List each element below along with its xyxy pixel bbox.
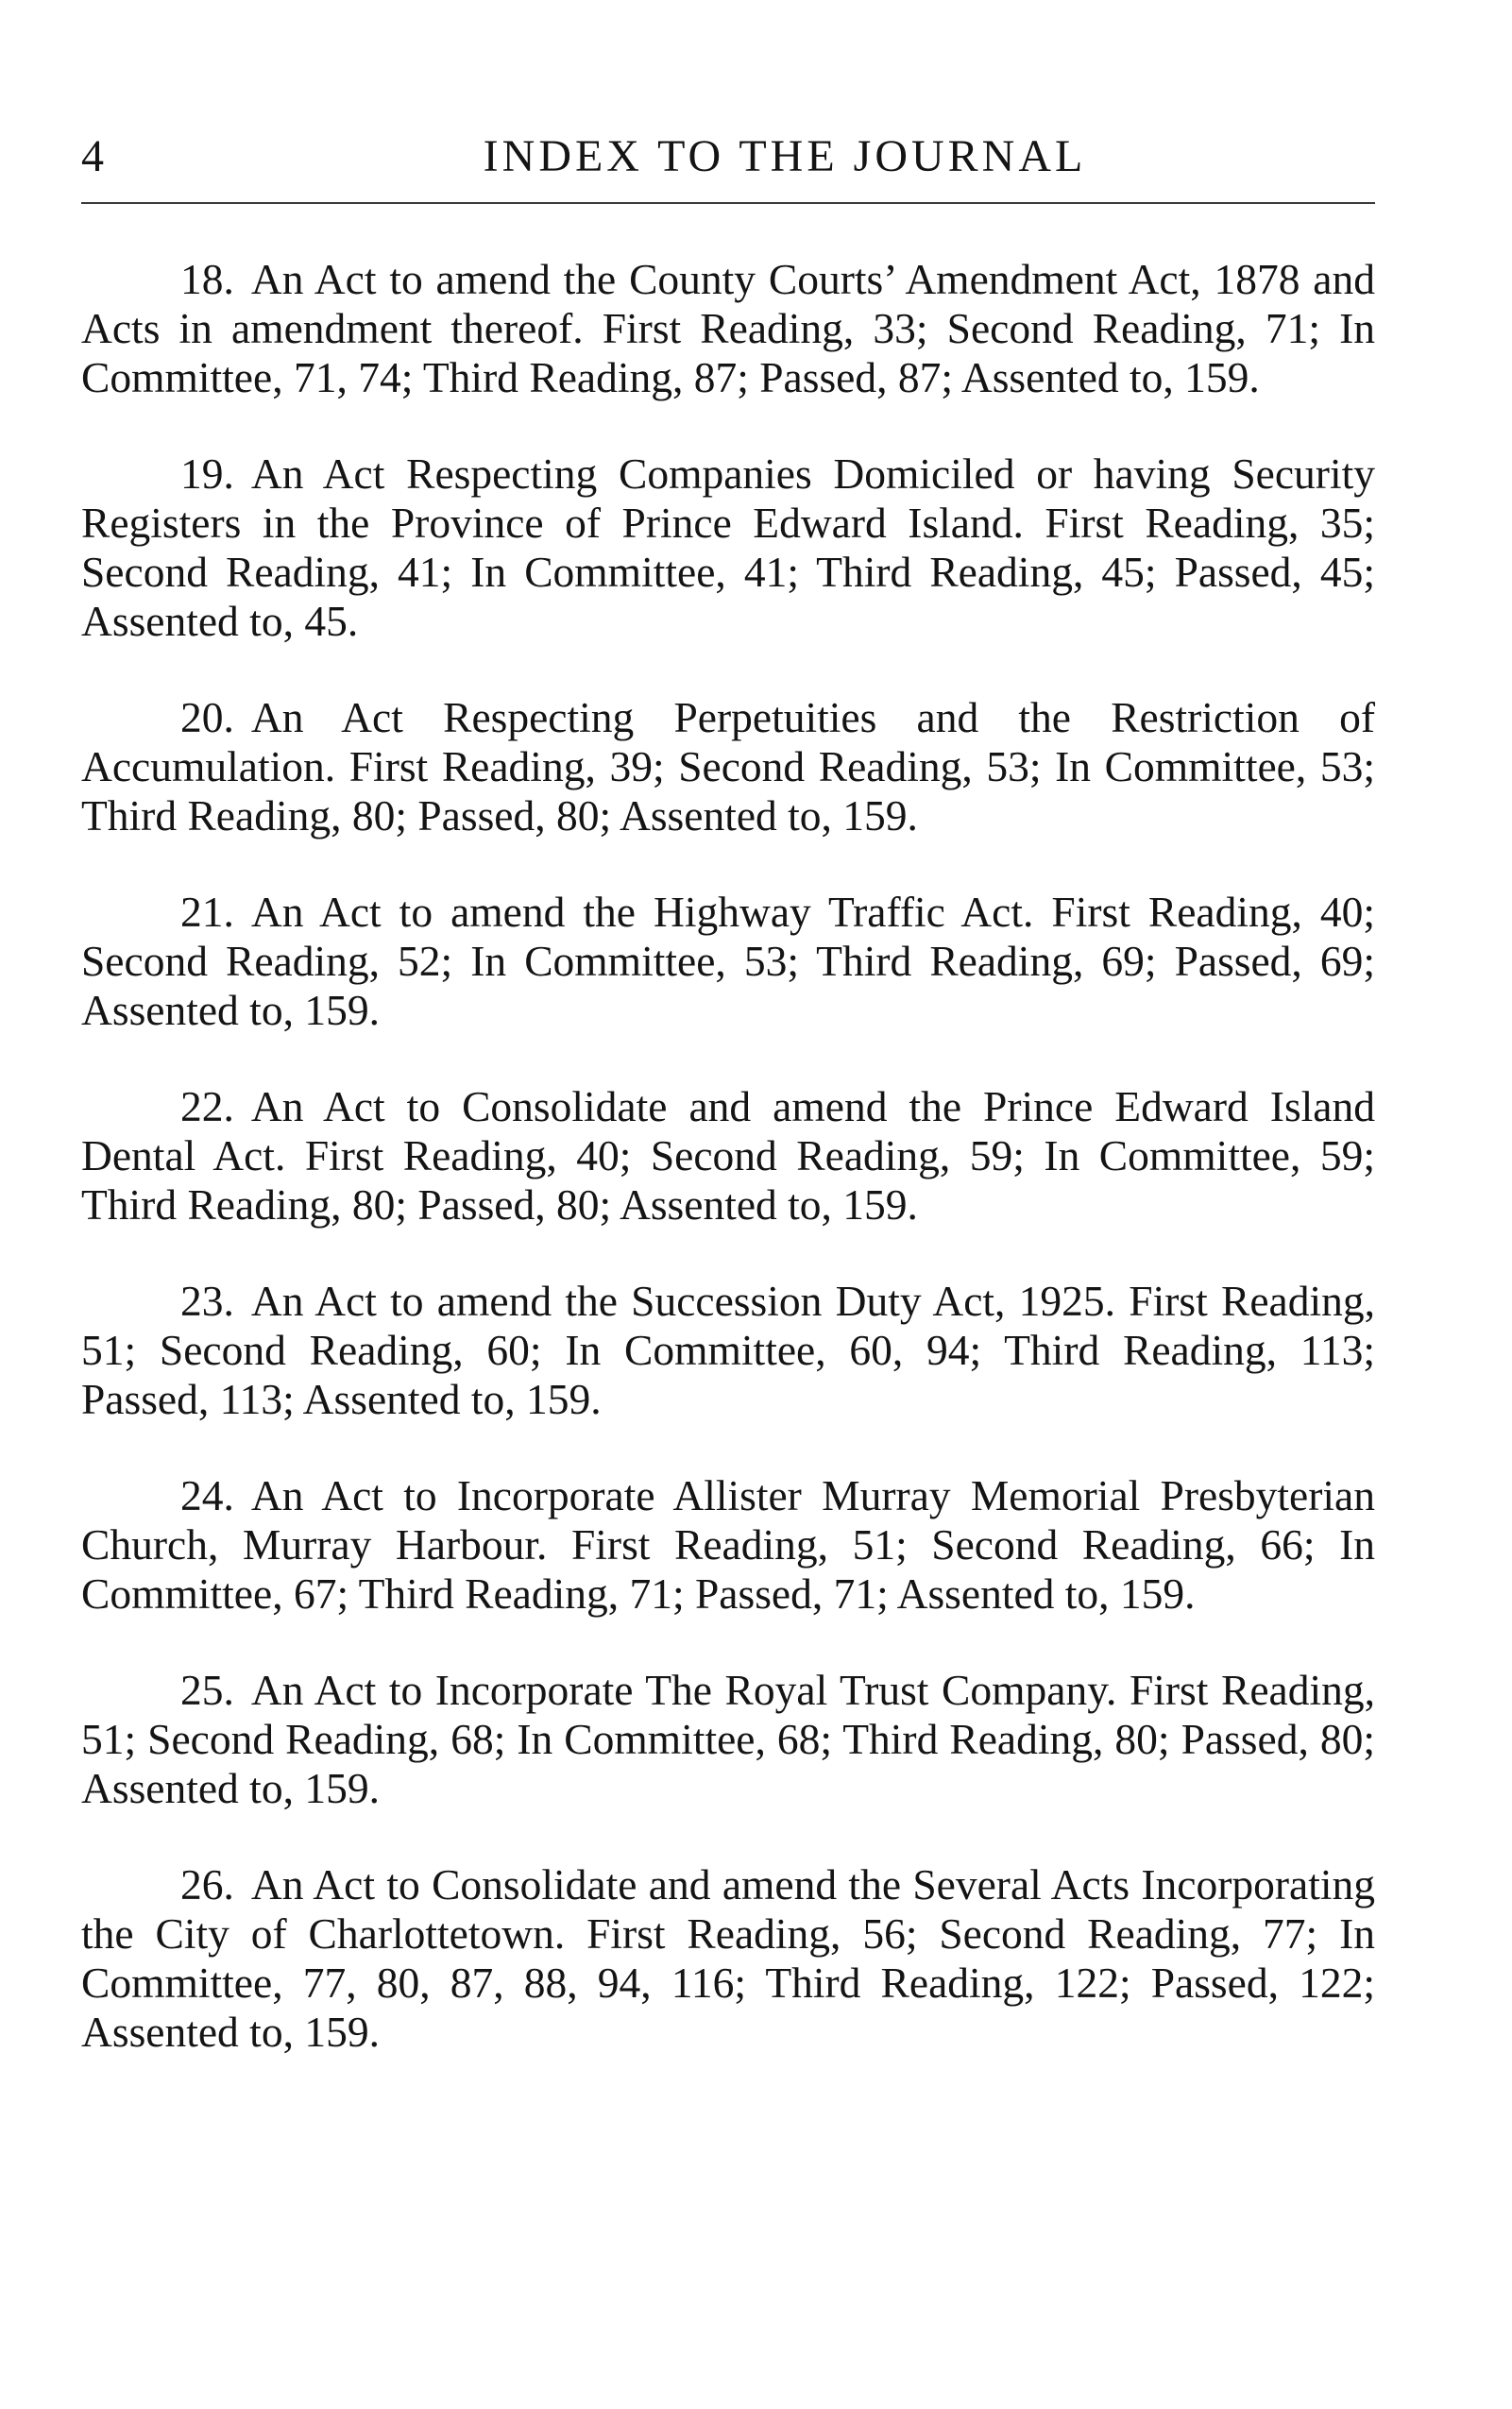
act-entry	[81, 1277, 1375, 1424]
entry-number: 21.	[180, 888, 234, 936]
page-header	[81, 128, 1375, 195]
page-number: 4	[81, 131, 105, 181]
act-entry	[81, 1471, 1375, 1619]
entry-number: 19.	[180, 450, 234, 498]
act-entry-list	[81, 255, 1375, 2104]
act-entry	[81, 1666, 1375, 1813]
act-entry	[81, 1082, 1375, 1230]
entry-number: 22.	[180, 1082, 234, 1130]
entry-number: 24.	[180, 1471, 234, 1519]
entry-text: An Act to amend the County Courts’ Amendment Act, 1878 and Acts in amendment thereof. First Reading, 33; Second Reading, 71; In Committee, 71, 74; Third Reading, 87; Passed, 87; Assented to, 159.	[81, 255, 1375, 401]
running-title: INDEX TO THE JOURNAL	[483, 131, 1087, 181]
entry-text: An Act to Consolidate and amend the Prince Edward Island Dental Act. First Reading, 40; Second Reading, 59; In Committee, 59; Third Reading, 80; Passed, 80; Assented to, 159.	[81, 1082, 1375, 1229]
entry-text: An Act to Incorporate The Royal Trust Company. First Reading, 51; Second Reading, 68; In Committee, 68; Third Reading, 80; Passed, 80; Assented to, 159.	[81, 1666, 1375, 1812]
entry-number: 20.	[180, 693, 234, 741]
entry-text: An Act to Consolidate and amend the Several Acts Incorporating the City of Charlottetown. First Reading, 56; Second Reading, 77; In Committee, 77, 80, 87, 88, 94, 116; Third Reading, 122; Passed, 122; Assented to, 159.	[81, 1860, 1375, 2056]
act-entry	[81, 1860, 1375, 2057]
entry-number: 18.	[180, 255, 234, 303]
entry-text: An Act Respecting Perpetuities and the Restriction of Accumulation. First Reading, 39; Second Reading, 53; In Committee, 53; Third Reading, 80; Passed, 80; Assented to, 159.	[81, 693, 1375, 840]
entry-number: 25.	[180, 1666, 234, 1714]
entry-text: An Act Respecting Companies Domiciled or having Security Registers in the Province of Prince Edward Island. First Reading, 35; Second Reading, 41; In Committee, 41; Third Reading, 45; Passed, 45; Assented to, 45.	[81, 450, 1375, 645]
entry-text: An Act to Incorporate Allister Murray Memorial Presbyterian Church, Murray Harbour. First Reading, 51; Second Reading, 66; In Committee, 67; Third Reading, 71; Passed, 71; Assented to, 159.	[81, 1471, 1375, 1618]
entry-text: An Act to amend the Highway Traffic Act. First Reading, 40; Second Reading, 52; In Committee, 53; Third Reading, 69; Passed, 69; Assented to, 159.	[81, 888, 1375, 1034]
act-entry	[81, 693, 1375, 840]
entry-number: 26.	[180, 1860, 234, 1909]
act-entry	[81, 888, 1375, 1035]
header-rule	[81, 202, 1375, 204]
act-entry	[81, 450, 1375, 646]
entry-number: 23.	[180, 1277, 234, 1325]
entry-text: An Act to amend the Succession Duty Act, 1925. First Reading, 51; Second Reading, 60; In Committee, 60, 94; Third Reading, 113; Passed, 113; Assented to, 159.	[81, 1277, 1375, 1423]
act-entry	[81, 255, 1375, 402]
